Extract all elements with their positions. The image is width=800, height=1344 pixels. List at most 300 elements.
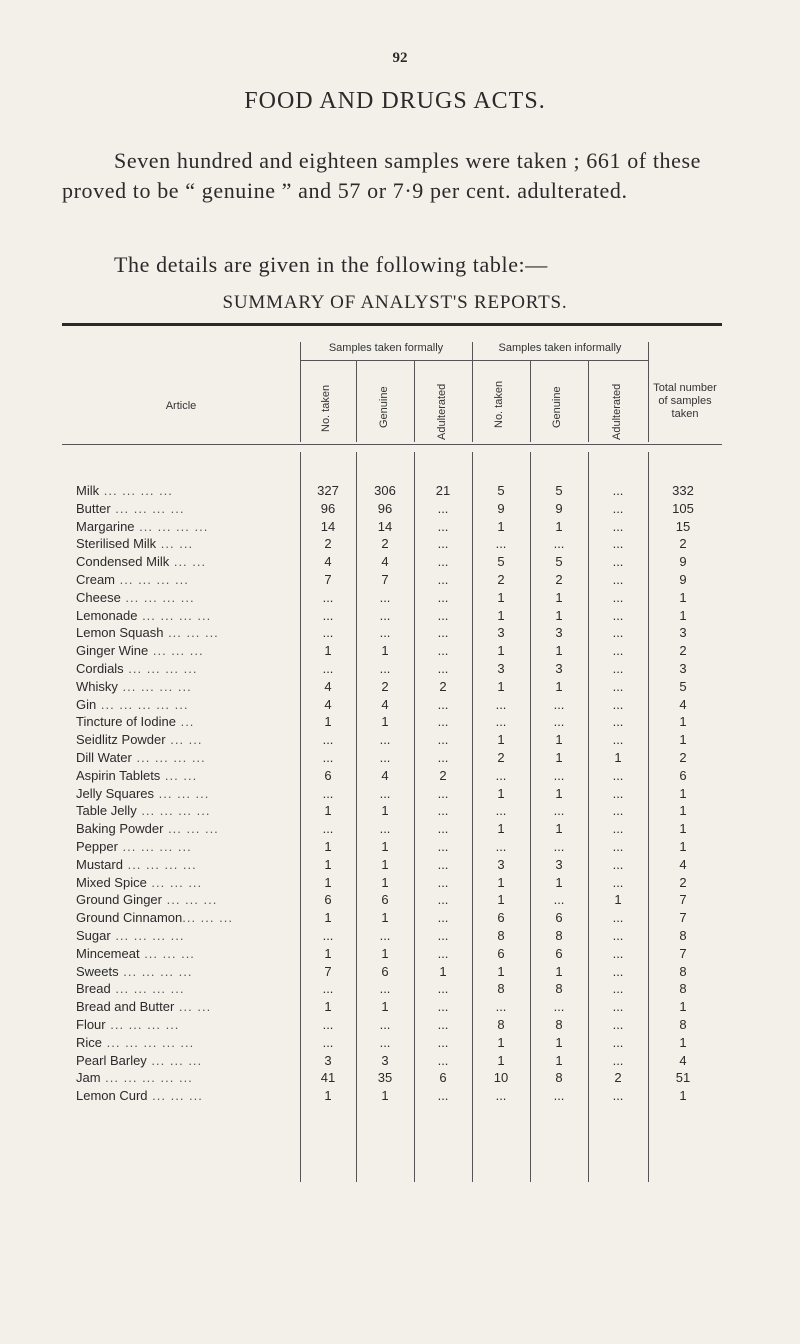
table-row (0, 768, 800, 786)
total-cell: 2 (679, 874, 687, 890)
column-divider (300, 342, 301, 442)
leader-dots: ... ... ... ... ... (100, 1070, 193, 1086)
article-name: Ginger Wine (76, 643, 149, 659)
formal-no-taken-cell: 14 (320, 518, 336, 534)
informal-no-taken-cell: 1 (497, 1052, 505, 1068)
formal-genuine-cell: 96 (377, 500, 393, 516)
total-cell: 1 (679, 714, 687, 730)
informal-genuine-cell: 1 (555, 518, 563, 534)
article-cell (76, 554, 294, 569)
informal-no-taken-cell: 1 (497, 821, 505, 837)
table-row (0, 875, 800, 893)
table-row (0, 803, 800, 821)
formal-no-taken-cell: 6 (324, 892, 332, 908)
table-row (0, 732, 800, 750)
informal-genuine-cell: ... (553, 999, 565, 1015)
table-row (0, 892, 800, 910)
total-cell: 7 (679, 910, 687, 926)
total-cell: 1 (679, 732, 687, 748)
informal-genuine-cell: ... (553, 696, 565, 712)
leader-dots: ... ... ... (139, 945, 195, 961)
formal-no-taken-cell: 1 (324, 714, 332, 730)
total-cell: 9 (679, 571, 687, 587)
informal-no-taken-cell: ... (495, 536, 507, 552)
formal-adulterated-cell: ... (437, 1016, 449, 1032)
formal-no-taken-cell: 7 (324, 571, 332, 587)
informal-genuine-cell: 6 (555, 945, 563, 961)
informal-adulterated-cell: ... (612, 838, 624, 854)
article-name: Cheese (76, 589, 121, 605)
formal-genuine-cell: 1 (381, 838, 389, 854)
informal-adulterated-cell: ... (612, 607, 624, 623)
total-cell: 15 (675, 518, 691, 534)
formal-no-taken-cell: 1 (324, 1088, 332, 1104)
table-row (0, 786, 800, 804)
informal-no-taken-cell: 3 (497, 856, 505, 872)
formal-group-rule (300, 360, 472, 361)
informal-adulterated-cell: ... (612, 625, 624, 641)
header-informal-adulterated: Adulterated (611, 383, 623, 440)
formal-genuine-cell: ... (379, 785, 391, 801)
article-cell (76, 839, 294, 854)
table-row (0, 679, 800, 697)
article-name: Baking Powder (76, 821, 164, 837)
informal-no-taken-cell: 6 (497, 945, 505, 961)
formal-adulterated-cell: ... (437, 625, 449, 641)
informal-genuine-cell: ... (553, 803, 565, 819)
formal-no-taken-cell: ... (322, 927, 334, 943)
formal-no-taken-cell: ... (322, 821, 334, 837)
formal-genuine-cell: ... (379, 821, 391, 837)
article-name: Condensed Milk (76, 554, 170, 570)
formal-adulterated-cell: ... (437, 732, 449, 748)
informal-adulterated-cell: ... (612, 678, 624, 694)
article-cell (76, 875, 294, 890)
leader-dots: ... ... ... (146, 1052, 203, 1068)
leader-dots: ... ... ... ... (137, 607, 212, 623)
leader-dots: ... ... ... (147, 1088, 203, 1104)
header-total: Total number of samples taken (653, 382, 717, 420)
total-cell: 3 (679, 625, 687, 641)
leader-dots: ... ... (156, 536, 194, 552)
formal-adulterated-cell: ... (437, 536, 449, 552)
formal-genuine-cell: 1 (381, 1088, 389, 1104)
informal-no-taken-cell: 8 (497, 981, 505, 997)
informal-adulterated-cell: ... (612, 1088, 624, 1104)
informal-genuine-cell: 1 (555, 749, 563, 765)
leader-dots: ... ... ... ... (123, 660, 198, 676)
article-name: Pearl Barley (76, 1052, 147, 1068)
table-row (0, 697, 800, 715)
article-cell (76, 910, 294, 925)
formal-no-taken-cell: ... (322, 625, 334, 641)
informal-genuine-cell: 8 (555, 1016, 563, 1032)
formal-adulterated-cell: ... (437, 892, 449, 908)
total-cell: 2 (679, 536, 687, 552)
informal-genuine-cell: 1 (555, 643, 563, 659)
details-paragraph: The details are given in the following table:— (114, 252, 548, 277)
article-cell (76, 1053, 294, 1068)
article-name: Bread (76, 981, 111, 997)
total-cell: 4 (679, 1052, 687, 1068)
informal-genuine-cell: 3 (555, 625, 563, 641)
article-name: Lemon Squash (76, 625, 164, 641)
article-name: Seidlitz Powder (76, 732, 166, 748)
formal-genuine-cell: 6 (381, 963, 389, 979)
formal-no-taken-cell: 1 (324, 945, 332, 961)
informal-adulterated-cell: ... (612, 696, 624, 712)
table-body (0, 483, 800, 1106)
leader-dots: ... ... (174, 999, 212, 1015)
article-cell (76, 768, 294, 783)
informal-genuine-cell: 1 (555, 589, 563, 605)
informal-adulterated-cell: ... (612, 803, 624, 819)
article-name: Ground Cinnamon (76, 910, 183, 926)
leader-dots: ... ... ... ... (110, 500, 185, 516)
formal-genuine-cell: ... (379, 607, 391, 623)
leader-dots: ... ... ... ... (118, 963, 193, 979)
informal-genuine-cell: 1 (555, 607, 563, 623)
informal-genuine-cell: 8 (555, 927, 563, 943)
table-row (0, 519, 800, 537)
leader-dots: ... ... ... ... (122, 856, 197, 872)
formal-adulterated-cell: ... (437, 696, 449, 712)
article-cell (76, 625, 294, 640)
table-header-rule (62, 444, 722, 445)
header-informal-no-taken: No. taken (493, 380, 505, 428)
informal-adulterated-cell: ... (612, 785, 624, 801)
table-row (0, 1017, 800, 1035)
leader-dots: ... ... ... ... (120, 589, 195, 605)
informal-no-taken-cell: ... (495, 1088, 507, 1104)
informal-genuine-cell: 9 (555, 500, 563, 516)
leader-dots: ... ... ... (148, 643, 204, 659)
article-cell (76, 857, 294, 872)
formal-no-taken-cell: ... (322, 749, 334, 765)
informal-adulterated-cell: ... (612, 927, 624, 943)
formal-no-taken-cell: 1 (324, 874, 332, 890)
article-name: Table Jelly (76, 803, 137, 819)
total-cell: 1 (679, 821, 687, 837)
formal-adulterated-cell: ... (437, 571, 449, 587)
formal-adulterated-cell: ... (437, 1034, 449, 1050)
table-row (0, 501, 800, 519)
informal-genuine-cell: 3 (555, 856, 563, 872)
formal-adulterated-cell: ... (437, 554, 449, 570)
formal-no-taken-cell: ... (322, 1016, 334, 1032)
informal-adulterated-cell: ... (612, 483, 624, 498)
table-row (0, 554, 800, 572)
article-name: Sugar (76, 927, 111, 943)
total-cell: 3 (679, 660, 687, 676)
informal-no-taken-cell: 1 (497, 892, 505, 908)
article-cell (76, 501, 294, 516)
formal-no-taken-cell: 6 (324, 767, 332, 783)
total-cell: 4 (679, 696, 687, 712)
formal-genuine-cell: 35 (377, 1070, 393, 1086)
informal-no-taken-cell: 1 (497, 678, 505, 694)
total-cell: 8 (679, 963, 687, 979)
table-title: SUMMARY OF ANALYST'S REPORTS. (222, 292, 568, 313)
informal-no-taken-cell: 3 (497, 660, 505, 676)
informal-adulterated-cell: ... (612, 571, 624, 587)
article-name: Jam (76, 1070, 101, 1086)
leader-dots: ... ... ... ... (131, 749, 206, 765)
total-cell: 1 (679, 1088, 687, 1104)
informal-no-taken-cell: 1 (497, 785, 505, 801)
article-cell (76, 643, 294, 658)
leader-dots: ... ... ... ... (99, 483, 173, 498)
article-cell (76, 803, 294, 818)
formal-no-taken-cell: ... (322, 1034, 334, 1050)
formal-genuine-cell: 306 (374, 483, 396, 498)
total-cell: 8 (679, 1016, 687, 1032)
informal-no-taken-cell: ... (495, 767, 507, 783)
formal-no-taken-cell: ... (322, 785, 334, 801)
article-name: Sweets (76, 963, 119, 979)
formal-no-taken-cell: ... (322, 732, 334, 748)
article-cell (76, 1088, 294, 1103)
article-cell (76, 519, 294, 534)
informal-no-taken-cell: 5 (497, 483, 505, 498)
total-cell: 1 (679, 999, 687, 1015)
informal-genuine-cell: 5 (555, 483, 563, 498)
article-name: Milk (76, 483, 100, 498)
table-row (0, 643, 800, 661)
leader-dots: ... ... ... (162, 892, 218, 908)
formal-adulterated-cell: ... (437, 500, 449, 516)
table-row (0, 714, 800, 732)
informal-adulterated-cell: 1 (614, 892, 622, 908)
article-cell (76, 590, 294, 605)
formal-adulterated-cell: ... (437, 714, 449, 730)
article-name: Dill Water (76, 749, 132, 765)
article-name: Aspirin Tablets (76, 767, 161, 783)
informal-adulterated-cell: 2 (614, 1070, 622, 1086)
formal-genuine-cell: 1 (381, 714, 389, 730)
formal-genuine-cell: 1 (381, 999, 389, 1015)
article-cell (76, 981, 294, 996)
formal-genuine-cell: 2 (381, 536, 389, 552)
article-cell (76, 999, 294, 1014)
informal-genuine-cell: ... (553, 892, 565, 908)
informal-no-taken-cell: ... (495, 696, 507, 712)
leader-dots: ... ... ... (163, 625, 219, 641)
formal-no-taken-cell: ... (322, 607, 334, 623)
formal-no-taken-cell: 1 (324, 838, 332, 854)
leader-dots: ... ... ... ... (117, 678, 192, 694)
formal-genuine-cell: 1 (381, 856, 389, 872)
article-name: Rice (76, 1034, 103, 1050)
table-row (0, 910, 800, 928)
article-name: Margarine (76, 518, 135, 534)
informal-adulterated-cell: ... (612, 643, 624, 659)
informal-genuine-cell: ... (553, 536, 565, 552)
informal-no-taken-cell: 6 (497, 910, 505, 926)
informal-adulterated-cell: ... (612, 945, 624, 961)
formal-genuine-cell: 1 (381, 945, 389, 961)
informal-genuine-cell: ... (553, 1088, 565, 1104)
formal-no-taken-cell: 1 (324, 910, 332, 926)
informal-genuine-cell: 1 (555, 785, 563, 801)
leader-dots: ... ... ... ... (110, 981, 185, 997)
article-cell (76, 608, 294, 623)
formal-adulterated-cell: ... (437, 981, 449, 997)
header-article: Article (165, 400, 197, 412)
informal-genuine-cell: ... (553, 838, 565, 854)
article-cell (76, 946, 294, 961)
informal-adulterated-cell: ... (612, 1016, 624, 1032)
total-cell: 5 (679, 678, 687, 694)
article-cell (76, 786, 294, 801)
formal-genuine-cell: 1 (381, 803, 389, 819)
total-cell: 105 (672, 500, 694, 516)
informal-no-taken-cell: 1 (497, 589, 505, 605)
column-divider (530, 360, 531, 442)
formal-no-taken-cell: 96 (320, 500, 336, 516)
formal-adulterated-cell: 6 (439, 1070, 447, 1086)
informal-adulterated-cell: ... (612, 500, 624, 516)
total-cell: 332 (672, 483, 694, 498)
article-cell (76, 661, 294, 676)
article-cell (76, 964, 294, 979)
informal-no-taken-cell: 3 (497, 625, 505, 641)
formal-genuine-cell: ... (379, 625, 391, 641)
total-cell: 8 (679, 981, 687, 997)
informal-no-taken-cell: 1 (497, 732, 505, 748)
table-row (0, 1053, 800, 1071)
formal-adulterated-cell: ... (437, 999, 449, 1015)
header-formal-genuine: Genuine (378, 386, 390, 428)
formal-no-taken-cell: 2 (324, 536, 332, 552)
informal-no-taken-cell: 5 (497, 554, 505, 570)
table-row (0, 572, 800, 590)
formal-adulterated-cell: ... (437, 1052, 449, 1068)
formal-adulterated-cell: 21 (435, 483, 451, 498)
total-cell: 4 (679, 856, 687, 872)
article-name: Tincture of Iodine (76, 714, 176, 730)
table-row (0, 1035, 800, 1053)
total-cell: 51 (675, 1070, 691, 1086)
informal-adulterated-cell: ... (612, 732, 624, 748)
formal-adulterated-cell: ... (437, 856, 449, 872)
article-cell (76, 892, 294, 907)
total-cell: 6 (679, 767, 687, 783)
article-name: Cordials (76, 660, 124, 676)
informal-adulterated-cell: ... (612, 874, 624, 890)
leader-dots: ... ... ... ... ... (102, 1034, 195, 1050)
leader-dots: ... ... ... (182, 910, 233, 926)
leader-dots: ... (175, 714, 195, 730)
formal-adulterated-cell: 2 (439, 767, 447, 783)
informal-genuine-cell: 1 (555, 678, 563, 694)
leader-dots: ... ... ... (163, 821, 219, 837)
formal-no-taken-cell: 4 (324, 678, 332, 694)
formal-genuine-cell: 1 (381, 643, 389, 659)
informal-no-taken-cell: 1 (497, 963, 505, 979)
article-cell (76, 572, 294, 587)
formal-genuine-cell: 3 (381, 1052, 389, 1068)
article-name: Gin (76, 696, 97, 712)
article-name: Ground Ginger (76, 892, 162, 908)
leader-dots: ... ... ... ... (115, 571, 189, 587)
article-name: Lemonade (76, 607, 138, 623)
formal-adulterated-cell: ... (437, 518, 449, 534)
formal-genuine-cell: 2 (381, 678, 389, 694)
total-cell: 1 (679, 803, 687, 819)
informal-no-taken-cell: 10 (493, 1070, 509, 1086)
table-row (0, 625, 800, 643)
formal-genuine-cell: ... (379, 1016, 391, 1032)
informal-genuine-cell: 1 (555, 821, 563, 837)
article-cell (76, 483, 294, 498)
informal-adulterated-cell: ... (612, 856, 624, 872)
informal-adulterated-cell: ... (612, 1052, 624, 1068)
informal-no-taken-cell: ... (495, 714, 507, 730)
informal-adulterated-cell: ... (612, 981, 624, 997)
formal-adulterated-cell: ... (437, 927, 449, 943)
article-cell (76, 732, 294, 747)
formal-adulterated-cell: ... (437, 910, 449, 926)
leader-dots: ... ... ... ... (117, 838, 192, 854)
intro-paragraph: Seven hundred and eighteen samples were taken ; 661 of these proved to be “ genuine ” and 57 or 7·9 per cent. adulterated. (62, 148, 702, 203)
informal-adulterated-cell: ... (612, 910, 624, 926)
formal-genuine-cell: 1 (381, 874, 389, 890)
total-cell: 8 (679, 927, 687, 943)
formal-genuine-cell: ... (379, 749, 391, 765)
informal-no-taken-cell: 1 (497, 1034, 505, 1050)
table-top-rule (62, 323, 722, 326)
article-cell (76, 1017, 294, 1032)
informal-no-taken-cell: 1 (497, 518, 505, 534)
formal-adulterated-cell: ... (437, 643, 449, 659)
formal-genuine-cell: ... (379, 660, 391, 676)
table-row (0, 981, 800, 999)
leader-dots: ... ... ... ... ... (96, 696, 189, 712)
informal-adulterated-cell: ... (612, 714, 624, 730)
informal-genuine-cell: 8 (555, 1070, 563, 1086)
column-divider (648, 342, 649, 442)
formal-no-taken-cell: ... (322, 981, 334, 997)
formal-genuine-cell: 1 (381, 910, 389, 926)
article-name: Mustard (76, 856, 123, 872)
informal-adulterated-cell: ... (612, 999, 624, 1015)
informal-adulterated-cell: ... (612, 821, 624, 837)
informal-genuine-cell: 1 (555, 874, 563, 890)
informal-adulterated-cell: ... (612, 767, 624, 783)
header-informal-genuine: Genuine (551, 386, 563, 428)
formal-no-taken-cell: 41 (320, 1070, 336, 1086)
header-formal-group: Samples taken formally (328, 342, 444, 354)
informal-group-rule (472, 360, 648, 361)
informal-genuine-cell: 1 (555, 1052, 563, 1068)
formal-no-taken-cell: 4 (324, 696, 332, 712)
column-divider (472, 342, 473, 442)
formal-no-taken-cell: 4 (324, 554, 332, 570)
table-row (0, 590, 800, 608)
leader-dots: ... ... ... (154, 785, 210, 801)
formal-no-taken-cell: 1 (324, 803, 332, 819)
informal-genuine-cell: 6 (555, 910, 563, 926)
informal-adulterated-cell: ... (612, 554, 624, 570)
table-row (0, 839, 800, 857)
leader-dots: ... ... (169, 554, 207, 570)
formal-adulterated-cell: ... (437, 660, 449, 676)
informal-no-taken-cell: 1 (497, 874, 505, 890)
informal-no-taken-cell: 2 (497, 749, 505, 765)
article-cell (76, 821, 294, 836)
article-cell (76, 1070, 294, 1085)
